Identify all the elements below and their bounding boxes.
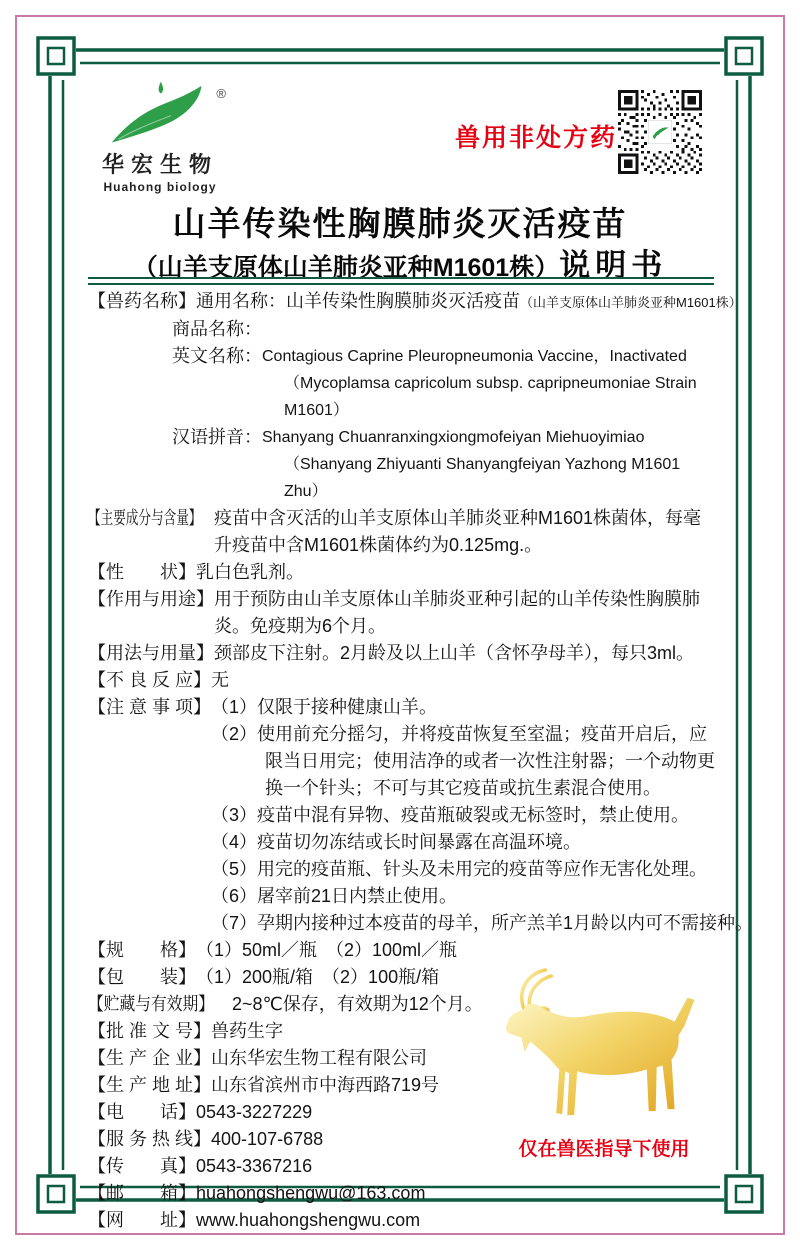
subtitle-manual: 说明书	[559, 248, 668, 283]
sub-value	[286, 288, 742, 316]
field-label: 【网 址】	[88, 1210, 196, 1230]
field-value: 无	[211, 670, 230, 690]
trade-name-row	[172, 316, 718, 343]
field-label: 【注 意 事 项】	[88, 697, 212, 717]
field-label: 【兽药名称】	[88, 291, 196, 311]
field-label: 【性 状】	[88, 562, 196, 582]
pinyin-name: Shanyang Chuanranxingxiongmofeiyan Miehuoyimiao	[262, 429, 645, 446]
brand-name-en: Huahong biology	[103, 180, 217, 194]
precaution-item: （2）使用前充分摇匀，并将疫苗恢复至室温；疫苗开启后，应限当日用完；使用洁净的或者一次性注射器；一个动物更换一个针头；不可与其它疫苗或抗生素混合使用。	[211, 724, 716, 798]
field-label: 【生 产 地 址】	[88, 1075, 212, 1095]
field-specification	[88, 937, 718, 964]
registered-trademark-icon: ®	[216, 86, 226, 101]
precaution-item: （3）疫苗中混有异物、疫苗瓶破裂或无标签时，禁止使用。	[211, 805, 690, 825]
field-value: 山东省滨州市中海西路719号	[211, 1075, 440, 1095]
field-value: 疫苗中含灭活的山羊支原体山羊肺炎亚种M1601株菌体，每毫升疫苗中含M1601株菌体约为0.125mg.。	[214, 508, 702, 555]
precaution-item: （6）屠宰前21日内禁止使用。	[211, 886, 458, 906]
field-value: 山东华宏生物工程有限公司	[211, 1048, 428, 1068]
vet-guidance-note: 仅在兽医指导下使用	[518, 1139, 690, 1160]
sub-label: 汉语拼音：	[172, 427, 262, 447]
field-label: 【包 装】	[88, 967, 196, 987]
field-dosage	[88, 640, 718, 667]
precaution-item: （4）疫苗切勿冻结或长时间暴露在高温环境。	[211, 832, 582, 852]
sub-label: 英文名称：	[172, 346, 262, 366]
field-label: 【电 话】	[88, 1102, 196, 1122]
field-value: 2~8℃保存，有效期为12个月。	[214, 994, 483, 1014]
field-label: 【主要成分与含量】	[88, 508, 202, 528]
sub-label: 通用名称：	[196, 291, 286, 311]
field-value: 0543-3367216	[196, 1156, 313, 1176]
generic-name-strain: （山羊支原体山羊肺炎亚种M1601株）	[520, 295, 742, 310]
field-adverse-reactions	[88, 667, 718, 694]
field-precautions	[88, 694, 754, 937]
field-label: 【贮藏与有效期】	[88, 994, 214, 1014]
field-drug-name	[88, 288, 742, 505]
field-composition	[88, 505, 718, 559]
field-label: 【批 准 文 号】	[88, 1021, 212, 1041]
generic-name: 山羊传染性胸膜肺炎灭活疫苗	[286, 291, 520, 311]
field-value: 0543-3227229	[196, 1102, 313, 1122]
brand-logo	[92, 80, 228, 194]
field-label: 【用法与用量】	[88, 643, 214, 663]
otc-label: 兽用非处方药	[455, 124, 618, 152]
field-label: 【作用与用途】	[88, 589, 214, 609]
leaf-logo-icon	[105, 80, 215, 146]
precaution-item: （5）用完的疫苗瓶、针头及未用完的疫苗等应作无害化处理。	[211, 859, 708, 879]
english-name: Contagious Caprine Pleuropneumonia Vaccine，Inactivated	[262, 348, 687, 365]
sub-value	[262, 343, 718, 424]
subtitle-strain: （山羊支原体山羊肺炎亚种M1601株）	[132, 254, 560, 282]
sub-value	[262, 424, 718, 505]
field-website	[88, 1207, 718, 1234]
field-email	[88, 1180, 718, 1207]
field-value: （1）50ml／瓶 （2）100ml／瓶	[196, 940, 458, 960]
field-value: （1）200瓶/箱 （2）100瓶/箱	[196, 967, 440, 987]
field-label: 【不 良 反 应】	[88, 670, 212, 690]
field-value: 乳白色乳剂。	[196, 562, 304, 582]
field-value: 兽药生字	[211, 1021, 284, 1041]
field-value	[211, 694, 754, 937]
brand-name-cn: 华宏生物	[101, 152, 218, 177]
english-name-row	[172, 343, 718, 424]
field-character	[88, 559, 718, 586]
field-value: 用于预防由山羊支原体山羊肺炎亚种引起的山羊传染性胸膜肺炎。免疫期为6个月。	[214, 589, 700, 636]
generic-name-row	[196, 288, 742, 316]
field-label: 【邮 箱】	[88, 1183, 196, 1203]
sub-label: 商品名称：	[172, 319, 262, 339]
field-value	[172, 288, 742, 505]
pinyin-name-row	[172, 424, 718, 505]
pinyin-name-paren: （Shanyang Zhiyuanti Shanyangfeiyan Yazhong M1601 Zhu）	[284, 456, 681, 500]
field-label: 【传 真】	[88, 1156, 196, 1176]
goat-icon	[498, 966, 710, 1130]
field-label: 【规 格】	[88, 940, 196, 960]
precaution-item: （1）仅限于接种健康山羊。	[211, 697, 438, 717]
field-usage	[88, 586, 718, 640]
field-label: 【生 产 企 业】	[88, 1048, 212, 1068]
qr-code	[618, 90, 702, 174]
field-value: 400-107-6788	[211, 1129, 324, 1149]
double-rule-divider	[88, 277, 714, 285]
product-title: 山羊传染性胸膜肺炎灭活疫苗	[172, 205, 628, 242]
field-value: www.huahongshengwu.com	[196, 1210, 421, 1230]
field-value: 颈部皮下注射。2月龄及以上山羊（含怀孕母羊），每只3ml。	[214, 643, 695, 663]
field-value: huahongshengwu@163.com	[196, 1183, 426, 1203]
english-name-latin: （Mycoplamsa capricolum subsp. capripneumoniae Strain M1601）	[284, 375, 697, 419]
field-label: 【服 务 热 线】	[88, 1129, 212, 1149]
precaution-item: （7）孕期内接种过本疫苗的母羊，所产羔羊1月龄以内可不需接种。	[211, 913, 754, 933]
